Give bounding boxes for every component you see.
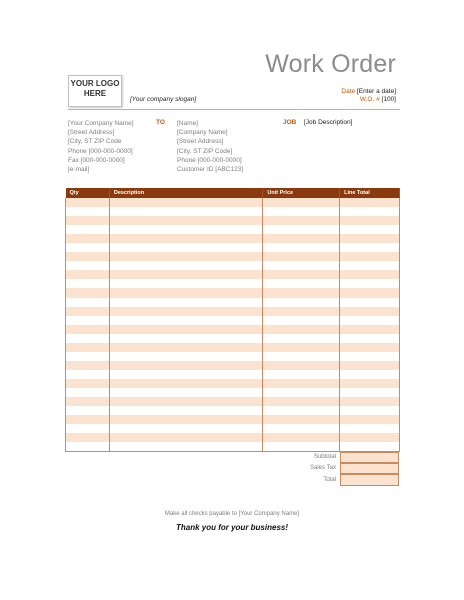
table-cell[interactable] bbox=[109, 243, 263, 252]
table-row bbox=[66, 216, 400, 225]
col-unit-price: Unit Price bbox=[263, 188, 340, 198]
from-line: [Street Address] bbox=[68, 129, 115, 137]
table-cell[interactable] bbox=[263, 415, 340, 424]
table-cell[interactable] bbox=[340, 198, 400, 207]
table-cell[interactable] bbox=[66, 442, 110, 452]
company-logo bbox=[68, 75, 122, 107]
sales-tax-label: Sales Tax bbox=[310, 465, 336, 471]
table-cell[interactable] bbox=[66, 243, 110, 252]
table-cell[interactable] bbox=[66, 307, 110, 316]
table-cell[interactable] bbox=[66, 216, 110, 225]
table-cell[interactable] bbox=[340, 325, 400, 334]
table-cell[interactable] bbox=[66, 270, 110, 279]
table-cell[interactable] bbox=[340, 216, 400, 225]
table-row bbox=[66, 288, 400, 297]
table-cell[interactable] bbox=[66, 343, 110, 352]
table-cell[interactable] bbox=[263, 198, 340, 207]
table-row bbox=[66, 397, 400, 406]
to-line: Customer ID [ABC123] bbox=[177, 166, 244, 174]
table-row bbox=[66, 307, 400, 316]
table-cell[interactable] bbox=[66, 298, 110, 307]
table-cell[interactable] bbox=[263, 361, 340, 370]
table-cell[interactable] bbox=[340, 261, 400, 270]
to-line: [Name] bbox=[177, 120, 198, 127]
table-row bbox=[66, 442, 400, 452]
table-cell[interactable] bbox=[109, 406, 263, 415]
table-cell[interactable] bbox=[109, 270, 263, 279]
table-cell[interactable] bbox=[109, 325, 263, 334]
table-cell[interactable] bbox=[263, 343, 340, 352]
table-cell[interactable] bbox=[263, 270, 340, 279]
table-cell[interactable] bbox=[340, 243, 400, 252]
table-row bbox=[66, 424, 400, 433]
table-cell[interactable] bbox=[340, 307, 400, 316]
table-row bbox=[66, 433, 400, 442]
logo-line-2: HERE bbox=[83, 89, 107, 98]
table-cell[interactable] bbox=[66, 370, 110, 379]
to-line: [City, ST ZIP Code] bbox=[177, 147, 233, 155]
total-label: Total bbox=[323, 477, 336, 483]
table-cell[interactable] bbox=[263, 433, 340, 442]
from-line: Phone [000-000-0000] bbox=[68, 147, 133, 155]
table-row bbox=[66, 334, 400, 343]
job-description: [Job Description] bbox=[304, 119, 353, 126]
table-cell[interactable] bbox=[340, 225, 400, 234]
table-cell[interactable] bbox=[340, 379, 400, 388]
table-row bbox=[66, 352, 400, 361]
wo-value: [100] bbox=[381, 96, 396, 103]
logo-line-1: YOUR LOGO bbox=[70, 79, 120, 88]
items-table bbox=[65, 188, 400, 452]
table-row bbox=[66, 298, 400, 307]
table-cell[interactable] bbox=[340, 343, 400, 352]
table-cell[interactable] bbox=[340, 361, 400, 370]
table-row bbox=[66, 207, 400, 216]
table-cell[interactable] bbox=[109, 252, 263, 261]
table-cell[interactable] bbox=[263, 406, 340, 415]
table-cell[interactable] bbox=[109, 343, 263, 352]
table-row bbox=[66, 261, 400, 270]
work-order-number-line bbox=[360, 96, 396, 103]
table-cell[interactable] bbox=[66, 225, 110, 234]
table-cell[interactable] bbox=[66, 361, 110, 370]
to-line: [Street Address] bbox=[177, 138, 224, 146]
table-row bbox=[66, 388, 400, 397]
table-cell[interactable] bbox=[340, 388, 400, 397]
table-cell[interactable] bbox=[263, 424, 340, 433]
table-cell[interactable] bbox=[263, 370, 340, 379]
table-cell[interactable] bbox=[340, 406, 400, 415]
table-row bbox=[66, 270, 400, 279]
table-cell[interactable] bbox=[66, 198, 110, 207]
table-cell[interactable] bbox=[340, 288, 400, 297]
table-cell[interactable] bbox=[66, 397, 110, 406]
table-cell[interactable] bbox=[340, 424, 400, 433]
table-row bbox=[66, 406, 400, 415]
company-slogan: [Your company slogan] bbox=[130, 96, 197, 103]
table-cell[interactable] bbox=[109, 424, 263, 433]
table-cell[interactable] bbox=[263, 298, 340, 307]
table-cell[interactable] bbox=[66, 415, 110, 424]
table-cell[interactable] bbox=[340, 415, 400, 424]
table-cell[interactable] bbox=[66, 433, 110, 442]
to-address bbox=[177, 119, 243, 174]
col-line-total: Line Total bbox=[340, 188, 400, 198]
table-cell[interactable] bbox=[340, 298, 400, 307]
table-cell[interactable] bbox=[109, 316, 263, 325]
table-cell[interactable] bbox=[109, 397, 263, 406]
table-cell[interactable] bbox=[340, 334, 400, 343]
table-cell[interactable] bbox=[66, 352, 110, 361]
table-cell[interactable] bbox=[263, 316, 340, 325]
from-line: Fax [000-000-0000] bbox=[68, 156, 125, 164]
table-cell[interactable] bbox=[66, 325, 110, 334]
table-cell[interactable] bbox=[66, 379, 110, 388]
table-cell[interactable] bbox=[263, 216, 340, 225]
table-cell[interactable] bbox=[66, 279, 110, 288]
payable-note: Make all checks payable to [Your Company Name] bbox=[164, 511, 300, 517]
table-cell[interactable] bbox=[263, 234, 340, 243]
table-cell[interactable] bbox=[340, 442, 400, 452]
table-row bbox=[66, 225, 400, 234]
table-cell[interactable] bbox=[66, 288, 110, 297]
table-cell[interactable] bbox=[66, 261, 110, 270]
table-cell[interactable] bbox=[109, 307, 263, 316]
table-cell[interactable] bbox=[66, 207, 110, 216]
to-line: [Company Name] bbox=[177, 129, 228, 137]
table-cell[interactable] bbox=[340, 352, 400, 361]
table-cell[interactable] bbox=[263, 288, 340, 297]
date-line bbox=[341, 88, 396, 95]
table-row bbox=[66, 252, 400, 261]
table-cell[interactable] bbox=[109, 334, 263, 343]
table-cell[interactable] bbox=[109, 207, 263, 216]
table-cell[interactable] bbox=[66, 252, 110, 261]
from-line: [City, ST ZIP Code bbox=[68, 138, 122, 146]
table-cell[interactable] bbox=[109, 388, 263, 397]
table-cell[interactable] bbox=[66, 406, 110, 415]
to-label: TO bbox=[156, 119, 165, 126]
from-address bbox=[68, 119, 134, 174]
table-cell[interactable] bbox=[263, 225, 340, 234]
table-cell[interactable] bbox=[263, 252, 340, 261]
table-cell[interactable] bbox=[109, 261, 263, 270]
table-cell[interactable] bbox=[340, 433, 400, 442]
table-cell[interactable] bbox=[66, 388, 110, 397]
total-cell[interactable] bbox=[340, 474, 399, 486]
table-cell[interactable] bbox=[263, 207, 340, 216]
col-description: Description bbox=[109, 188, 263, 198]
table-cell[interactable] bbox=[66, 334, 110, 343]
table-cell[interactable] bbox=[263, 279, 340, 288]
table-row bbox=[66, 361, 400, 370]
sales-tax-cell[interactable] bbox=[340, 463, 399, 474]
col-qty: Qty bbox=[66, 188, 110, 198]
job-label: JOB bbox=[283, 119, 297, 126]
table-row bbox=[66, 415, 400, 424]
table-cell[interactable] bbox=[109, 433, 263, 442]
table-cell[interactable] bbox=[109, 352, 263, 361]
table-cell[interactable] bbox=[109, 298, 263, 307]
table-row bbox=[66, 198, 400, 207]
table-row bbox=[66, 370, 400, 379]
table-cell[interactable] bbox=[340, 397, 400, 406]
table-cell[interactable] bbox=[263, 442, 340, 452]
date-value: [Enter a date] bbox=[356, 88, 396, 95]
table-cell[interactable] bbox=[263, 334, 340, 343]
table-cell[interactable] bbox=[340, 252, 400, 261]
table-row bbox=[66, 343, 400, 352]
table-cell[interactable] bbox=[66, 424, 110, 433]
table-cell[interactable] bbox=[109, 288, 263, 297]
table-cell[interactable] bbox=[340, 370, 400, 379]
table-header-row bbox=[66, 188, 400, 198]
table-cell[interactable] bbox=[340, 279, 400, 288]
header-divider bbox=[68, 109, 400, 110]
table-cell[interactable] bbox=[263, 243, 340, 252]
table-cell[interactable] bbox=[263, 261, 340, 270]
table-cell[interactable] bbox=[109, 415, 263, 424]
table-cell[interactable] bbox=[66, 316, 110, 325]
table-cell[interactable] bbox=[263, 325, 340, 334]
table-cell[interactable] bbox=[109, 361, 263, 370]
table-cell[interactable] bbox=[340, 207, 400, 216]
table-cell[interactable] bbox=[66, 234, 110, 243]
document-title: Work Order bbox=[265, 50, 396, 78]
table-cell[interactable] bbox=[109, 216, 263, 225]
subtotal-cell[interactable] bbox=[340, 452, 399, 463]
table-row bbox=[66, 316, 400, 325]
table-cell[interactable] bbox=[109, 279, 263, 288]
from-line: [Your Company Name] bbox=[68, 120, 134, 127]
table-cell[interactable] bbox=[109, 379, 263, 388]
table-cell[interactable] bbox=[109, 370, 263, 379]
table-row bbox=[66, 279, 400, 288]
table-cell[interactable] bbox=[109, 198, 263, 207]
table-cell[interactable] bbox=[340, 316, 400, 325]
table-row bbox=[66, 379, 400, 388]
table-cell[interactable] bbox=[340, 234, 400, 243]
table-row bbox=[66, 243, 400, 252]
table-cell[interactable] bbox=[340, 270, 400, 279]
table-cell[interactable] bbox=[263, 352, 340, 361]
table-cell[interactable] bbox=[263, 379, 340, 388]
date-label: Date bbox=[341, 88, 356, 95]
subtotal-label: Subtotal bbox=[313, 454, 336, 460]
table-cell[interactable] bbox=[109, 442, 263, 452]
thank-you-note: Thank you for your business! bbox=[175, 523, 288, 532]
table-cell[interactable] bbox=[263, 397, 340, 406]
table-row bbox=[66, 325, 400, 334]
to-line: Phone [000-000-0000] bbox=[177, 156, 242, 164]
table-cell[interactable] bbox=[263, 307, 340, 316]
table-row bbox=[66, 234, 400, 243]
table-cell[interactable] bbox=[109, 234, 263, 243]
wo-label: W.O. # bbox=[359, 96, 380, 103]
table-cell[interactable] bbox=[263, 388, 340, 397]
from-line: [e-mail] bbox=[68, 166, 90, 174]
table-cell[interactable] bbox=[109, 225, 263, 234]
